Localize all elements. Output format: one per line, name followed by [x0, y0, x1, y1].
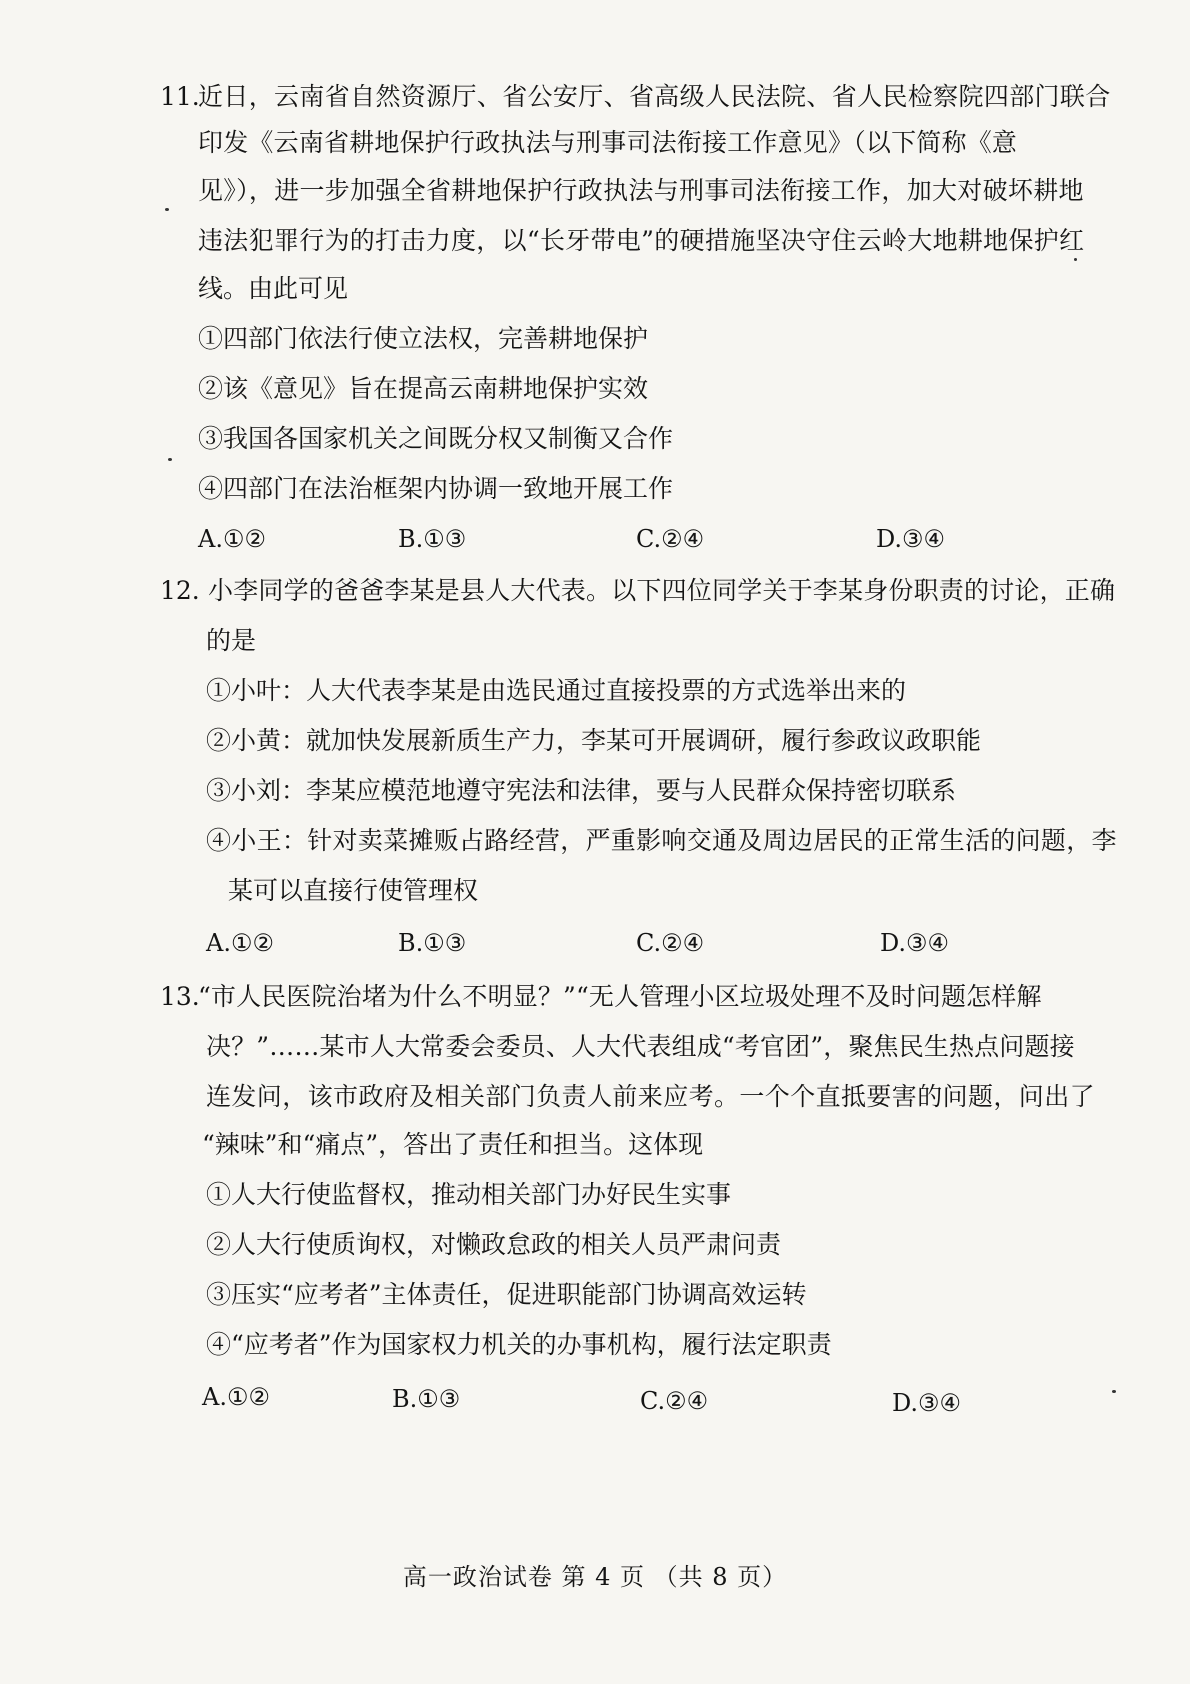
- choice-c[interactable]: C.②④: [636, 929, 705, 957]
- question-number: 12.: [160, 576, 200, 605]
- statement-2: ②人大行使质询权，对懒政怠政的相关人员严肃问责: [206, 1230, 782, 1259]
- choice-a[interactable]: A.①②: [206, 929, 274, 957]
- question-text-line: 印发《云南省耕地保护行政执法与刑事司法衔接工作意见》（以下简称《意: [198, 128, 1018, 157]
- statement-2: ②该《意见》旨在提高云南耕地保护实效: [198, 374, 649, 403]
- question-number: 13.: [160, 982, 200, 1011]
- scan-speck: [1112, 1390, 1116, 1393]
- choice-b[interactable]: B.①③: [398, 929, 467, 957]
- choice-a[interactable]: A.①②: [198, 525, 266, 553]
- question-text-line: 连发问，该市政府及相关部门负责人前来应考。一个个直抵要害的问题，问出了: [206, 1082, 1096, 1111]
- statement-3: ③压实“应考者”主体责任，促进职能部门协调高效运转: [206, 1280, 807, 1309]
- scan-speck: [1074, 258, 1077, 261]
- choice-c[interactable]: C.②④: [636, 525, 705, 553]
- question-text-line: 线。由此可见: [198, 274, 349, 303]
- statement-4: ④小王：针对卖菜摊贩占路经营，严重影响交通及周边居民的正常生活的问题，李: [206, 826, 1117, 855]
- question-text-line: 小李同学的爸爸李某是县人大代表。以下四位同学关于李某身份职责的讨论，正确: [208, 576, 1116, 605]
- choice-b[interactable]: B.①③: [398, 525, 467, 553]
- choice-b[interactable]: B.①③: [392, 1385, 461, 1413]
- scan-speck: [165, 208, 169, 211]
- question-text-line: 违法犯罪行为的打击力度，以“长牙带电”的硬措施坚决守住云岭大地耕地保护红: [198, 226, 1085, 255]
- statement-1: ①人大行使监督权，推动相关部门办好民生实事: [206, 1180, 732, 1209]
- choice-d[interactable]: D.③④: [876, 525, 946, 553]
- statement-3: ③我国各国家机关之间既分权又制衡又合作: [198, 424, 674, 453]
- page-footer: 高一政治试卷 第 4 页 （共 8 页）: [402, 1563, 788, 1591]
- statement-1: ①小叶：人大代表李某是由选民通过直接投票的方式选举出来的: [206, 676, 907, 705]
- statement-4-continued: 某可以直接行使管理权: [228, 876, 479, 905]
- choice-d[interactable]: D.③④: [892, 1389, 962, 1417]
- statement-3: ③小刘：李某应模范地遵守宪法和法律，要与人民群众保持密切联系: [206, 776, 957, 805]
- statement-2: ②小黄：就加快发展新质生产力，李某可开展调研，履行参政议政职能: [206, 726, 982, 755]
- question-text-line: 决？”……某市人大常委会委员、人大代表组成“考官团”，聚焦民生热点问题接: [206, 1032, 1075, 1061]
- choice-a[interactable]: A.①②: [202, 1383, 270, 1411]
- choice-d[interactable]: D.③④: [880, 929, 950, 957]
- question-text-line: 见》），进一步加强全省耕地保护行政执法与刑事司法衔接工作，加大对破坏耕地: [198, 176, 1084, 205]
- question-number: 11.: [160, 82, 200, 111]
- question-text-line: “市人民医院治堵为什么不明显？”“无人管理小区垃圾处理不及时问题怎样解: [198, 982, 1042, 1011]
- question-text-line: 近日，云南省自然资源厅、省公安厅、省高级人民法院、省人民检察院四部门联合: [198, 82, 1111, 111]
- choice-c[interactable]: C.②④: [640, 1387, 709, 1415]
- question-text-line: “辣味”和“痛点”，答出了责任和担当。这体现: [202, 1130, 704, 1159]
- scan-speck: [168, 458, 172, 461]
- statement-4: ④四部门在法治框架内协调一致地开展工作: [198, 474, 674, 503]
- statement-1: ①四部门依法行使立法权，完善耕地保护: [198, 324, 649, 353]
- question-text-line: 的是: [206, 626, 257, 655]
- statement-4: ④“应考者”作为国家权力机关的办事机构，履行法定职责: [206, 1330, 832, 1359]
